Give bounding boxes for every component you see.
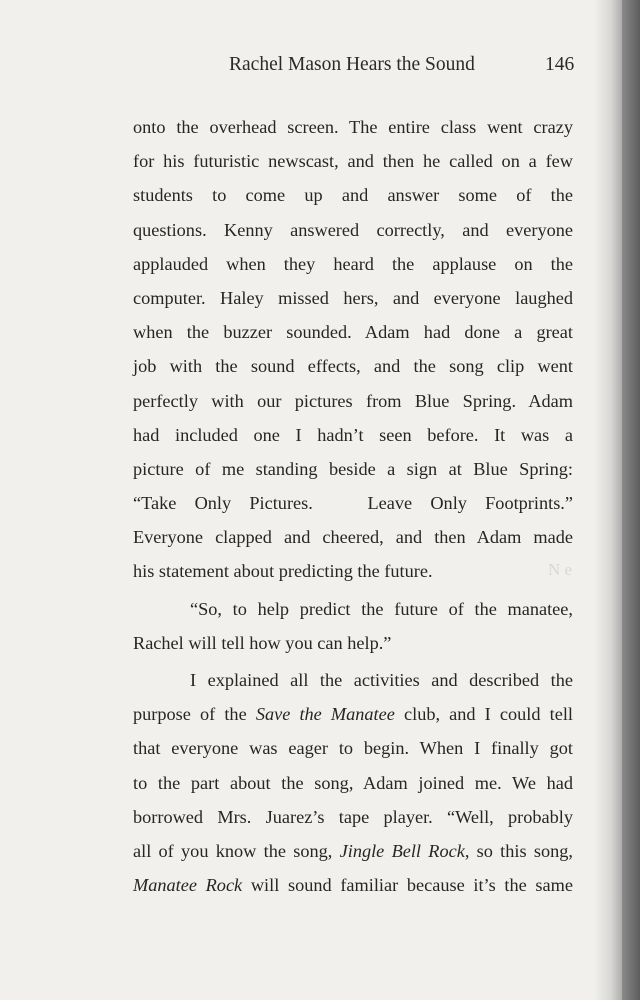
text-line: perfectly with our pictures from Blue Spring. Adam xyxy=(133,390,573,411)
text-line: “So, to help predict the future of the manatee, xyxy=(190,598,573,619)
text-line: onto the overhead screen. The entire class went crazy xyxy=(133,117,573,137)
text-line: picture of me standing beside a sign at Blue Spring: xyxy=(133,458,573,479)
text-line: to the part about the song, Adam joined me. We had xyxy=(133,772,573,793)
text-line: that everyone was eager to begin. When I finally got xyxy=(133,738,573,759)
running-header xyxy=(0,48,622,82)
text-line: when the buzzer sounded. Adam had done a great xyxy=(133,322,573,343)
text-line: I explained all the activities and described the xyxy=(190,670,573,690)
text-line: had included one I hadn’t seen before. It was a xyxy=(133,424,573,445)
text-line: computer. Haley missed hers, and everyone laughed xyxy=(133,287,573,308)
bleed-through-text: N e xyxy=(548,560,573,579)
text-line: Manatee Rock will sound familiar because it’s the same xyxy=(133,875,573,896)
text-line: Rachel will tell how you can help.” xyxy=(133,632,392,653)
text-line: students to come up and answer some of the xyxy=(133,185,573,206)
page-number: 146 xyxy=(545,54,575,75)
text-line: purpose of the Save the Manatee club, and I could tell xyxy=(133,704,573,725)
text-line: his statement about predicting the future. xyxy=(133,561,433,582)
text-line: for his futuristic newscast, and then he called on a few xyxy=(133,151,573,172)
song-title: Manatee Rock xyxy=(133,875,243,896)
page-body-text xyxy=(133,110,573,902)
running-title: Rachel Mason Hears the Sound xyxy=(229,54,475,75)
song-title: Jingle Bell Rock xyxy=(339,840,465,861)
text-line: questions. Kenny answered correctly, and everyone xyxy=(133,219,573,240)
book-spine-shadow xyxy=(622,0,640,1000)
text-line: Everyone clapped and cheered, and then Adam made xyxy=(133,527,573,548)
text-line: all of you know the song, Jingle Bell Rock, so this song, xyxy=(133,840,573,861)
text-line: borrowed Mrs. Juarez’s tape player. “Well, probably xyxy=(133,806,573,827)
book-club-title: Save the Manatee xyxy=(255,704,395,725)
text-line: job with the sound effects, and the song clip went xyxy=(133,356,573,377)
text-line: applauded when they heard the applause on the xyxy=(133,253,573,274)
text-line: “Take Only Pictures. Leave Only Footprints.” xyxy=(133,493,573,514)
